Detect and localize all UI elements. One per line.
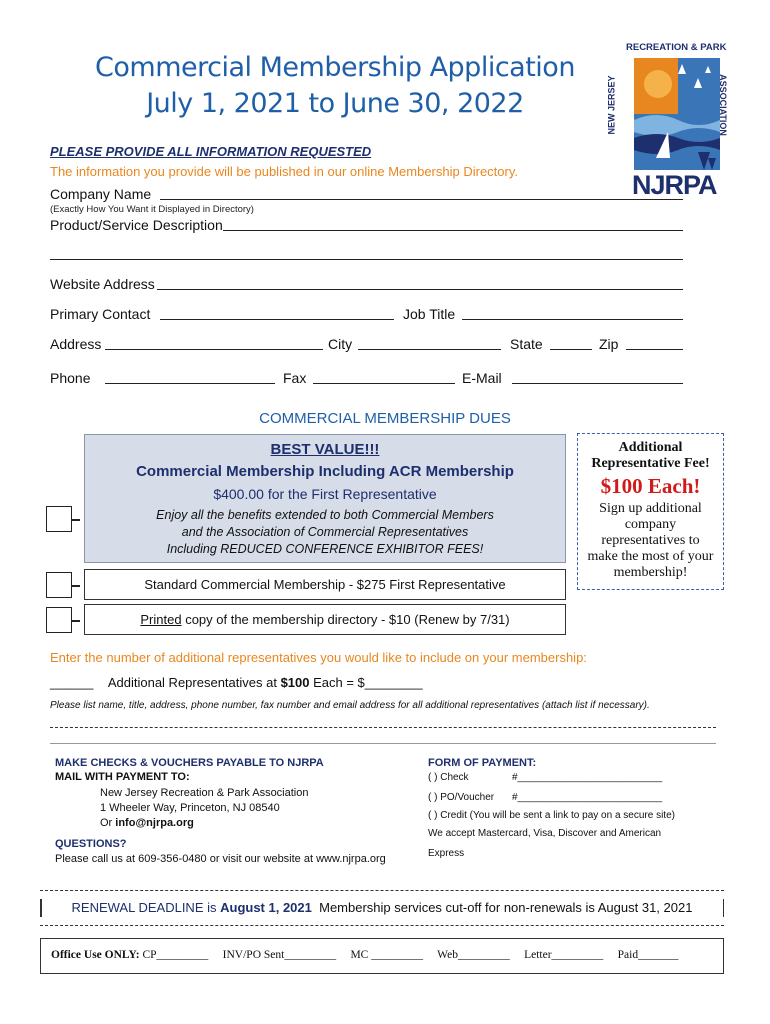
office-use-label: Office Use ONLY: — [51, 949, 140, 961]
checkbox-connector — [72, 585, 80, 587]
phone-label: Phone — [50, 370, 91, 386]
mail-email — [100, 817, 194, 829]
website-label: Website Address — [50, 276, 155, 292]
payment-credit-option[interactable]: ( ) Credit (You will be sent a link to pay on a secure site) — [428, 810, 675, 821]
best-value-box — [84, 434, 566, 563]
printed-directory-checkbox[interactable] — [46, 607, 72, 633]
mail-email-prefix: Or — [100, 817, 116, 829]
office-web[interactable]: Web_________ — [437, 949, 510, 961]
payment-po-number[interactable]: #__________________________ — [512, 792, 663, 803]
divider — [50, 743, 716, 744]
job-title-label: Job Title — [403, 306, 456, 322]
logo-arc-left: NEW JERSEY — [606, 75, 617, 135]
office-inv-po-sent[interactable]: INV/PO Sent_________ — [222, 949, 337, 961]
best-value-title: Commercial Membership Including ACR Membership — [136, 463, 514, 480]
renewal-deadline-date: August 1, 2021 — [220, 900, 312, 915]
mail-to-heading: MAIL WITH PAYMENT TO: — [55, 771, 190, 783]
additional-desc-3: representatives to — [601, 533, 700, 548]
logo-arc-top: RECREATION & PARK — [626, 42, 727, 53]
zip-label: Zip — [599, 336, 619, 352]
mail-email-link[interactable]: info@njrpa.org — [115, 817, 194, 829]
city-field[interactable] — [358, 349, 501, 350]
intro-heading: PLEASE PROVIDE ALL INFORMATION REQUESTED — [50, 144, 372, 159]
company-name-field[interactable] — [160, 199, 683, 200]
product-description-field[interactable] — [223, 230, 683, 231]
best-value-checkbox[interactable] — [46, 506, 72, 532]
state-label: State — [510, 336, 543, 352]
best-value-price: $400.00 for the First Representative — [213, 486, 437, 502]
additional-desc-5: membership! — [613, 565, 688, 580]
mail-street: 1 Wheeler Way, Princeton, NJ 08540 — [100, 802, 280, 814]
fax-label: Fax — [283, 370, 307, 386]
additional-rep-fee-box — [577, 433, 724, 590]
office-letter[interactable]: Letter_________ — [524, 949, 604, 961]
intro-note: The information you provide will be published in our online Membership Directory. — [50, 164, 518, 179]
renewal-bar — [40, 890, 724, 926]
best-value-label: BEST VALUE!!! — [270, 441, 380, 458]
best-value-desc-1: Enjoy all the benefits extended to both Commercial Members — [156, 508, 494, 522]
additional-title-2: Representative Fee! — [591, 456, 710, 471]
reps-list-note: Please list name, title, address, phone number, fax number and email address for all additional representatives (attach list if necessary). — [50, 700, 650, 711]
payment-po-option[interactable]: ( ) PO/Voucher — [428, 792, 495, 803]
standard-option-box — [84, 569, 566, 600]
city-label: City — [328, 336, 353, 352]
renewal-deadline-prefix: RENEWAL DEADLINE is — [71, 900, 221, 915]
product-description-label: Product/Service Description — [50, 217, 223, 233]
renewal-cutoff: Membership services cut-off for non-renewals is August 31, 2021 — [319, 900, 693, 915]
reps-line-prefix: Additional Representatives at — [107, 675, 281, 690]
zip-field[interactable] — [626, 349, 683, 350]
additional-desc-2: company — [624, 517, 677, 532]
office-cp[interactable]: CP_________ — [142, 949, 209, 961]
additional-desc-4: make the most of your — [587, 549, 714, 564]
phone-field[interactable] — [105, 383, 275, 384]
additional-price: $100 Each! — [600, 474, 701, 498]
email-field[interactable] — [512, 383, 683, 384]
best-value-desc-2: and the Association of Commercial Representatives — [181, 525, 469, 539]
dues-heading: COMMERCIAL MEMBERSHIP DUES — [259, 410, 511, 427]
reps-line-price: $100 — [280, 675, 310, 690]
reps-list-line[interactable] — [50, 727, 716, 728]
reps-line[interactable] — [50, 675, 423, 690]
best-value-desc-3: Including REDUCED CONFERENCE EXHIBITOR FEES! — [166, 542, 484, 556]
payment-accepted-cards-2: Express — [428, 848, 465, 859]
printed-option-label — [85, 612, 565, 627]
njrpa-logo — [606, 40, 728, 200]
payment-check-option[interactable]: ( ) Check — [428, 772, 469, 783]
logo-arc-right: ASSOCIATION — [717, 74, 728, 136]
printed-underlined: Printed — [140, 612, 182, 627]
reps-line-total[interactable]: Each = $________ — [309, 675, 423, 690]
checkbox-connector — [72, 620, 80, 622]
product-description-field-2[interactable] — [50, 259, 683, 260]
page-subtitle: July 1, 2021 to June 30, 2022 — [146, 88, 524, 119]
address-label: Address — [50, 336, 102, 352]
logo-wordmark: NJRPA — [632, 170, 717, 200]
office-paid[interactable]: Paid_______ — [617, 949, 679, 961]
office-mc[interactable]: MC _________ — [350, 949, 423, 961]
mail-org: New Jersey Recreation & Park Association — [100, 787, 309, 799]
company-name-label: Company Name — [50, 186, 152, 202]
fax-field[interactable] — [313, 383, 455, 384]
additional-title-1: Additional — [618, 440, 683, 455]
office-use-box — [40, 938, 724, 974]
standard-option-label: Standard Commercial Membership - $275 First Representative — [144, 577, 506, 592]
company-name-hint: (Exactly How You Want it Displayed in Directory) — [50, 204, 254, 215]
website-field[interactable] — [157, 289, 683, 290]
printed-rest: copy of the membership directory - $10 (Renew by 7/31) — [181, 612, 510, 627]
email-label: E-Mail — [462, 370, 502, 386]
job-title-field[interactable] — [462, 319, 683, 320]
additional-desc-1: Sign up additional — [599, 501, 702, 516]
reps-prompt: Enter the number of additional representatives you would like to include on your membership: — [50, 650, 587, 665]
primary-contact-field[interactable] — [160, 319, 394, 320]
payment-check-number[interactable]: #__________________________ — [512, 772, 663, 783]
payable-to: MAKE CHECKS & VOUCHERS PAYABLE TO NJRPA — [55, 757, 324, 769]
state-field[interactable] — [550, 349, 592, 350]
questions-heading: QUESTIONS? — [55, 838, 127, 850]
checkbox-connector — [72, 519, 80, 521]
address-field[interactable] — [105, 349, 323, 350]
renewal-text — [40, 900, 724, 915]
questions-contact: Please call us at 609-356-0480 or visit our website at www.njrpa.org — [55, 853, 386, 865]
page-title: Commercial Membership Application — [95, 52, 575, 83]
printed-option-box — [84, 604, 566, 635]
standard-checkbox[interactable] — [46, 572, 72, 598]
primary-contact-label: Primary Contact — [50, 306, 151, 322]
payment-accepted-cards: We accept Mastercard, Visa, Discover and American — [428, 828, 662, 839]
reps-count-blank[interactable]: ______ — [50, 675, 94, 690]
form-of-payment-heading: FORM OF PAYMENT: — [428, 757, 537, 769]
